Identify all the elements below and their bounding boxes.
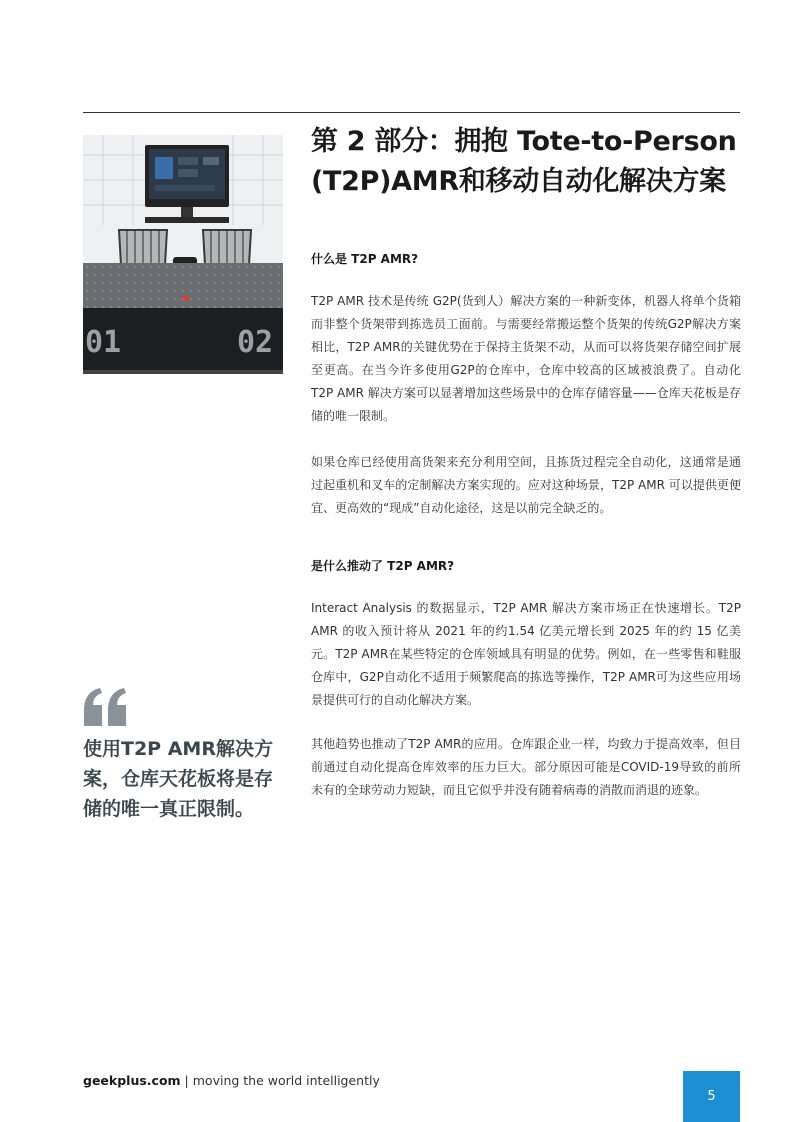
section-title: 第 2 部分：拥抱 Tote-to-Person (T2P)AMR和移动自动化解决方案 [311,126,737,197]
workstation-illustration [83,135,283,374]
footer-brand-link[interactable]: geekplus.com [83,1073,181,1088]
station-number-right: 02 [237,325,274,360]
station-number-left: 01 [85,325,122,360]
paragraph-high-shelving: 如果仓库已经使用高货架来充分利用空间，且拣货过程完全自动化，这通常是通过起重机和叉车的定制解决方案实现的。应对这种场景，T2P AMR 可以提供更便宜、更高效的“现成”自动化途径，这是以前完全缺乏的。 [311,455,741,515]
heading-what-drives-t2p: 是什么推动了 T2P AMR? [311,559,455,573]
top-divider [83,112,740,113]
pull-quote: 使用T2P AMR解决方案，仓库天花板将是存储的唯一真正限制。 [83,738,274,820]
page-number-badge [683,1071,740,1122]
quote-mark-icon [82,682,130,730]
page-number: 5 [707,1089,716,1104]
paragraph-other-trends: 其他趋势也推动了T2P AMR的应用。仓库跟企业一样，均致力于提高效率，但目前通过自动化提高仓库效率的压力巨大。部分原因可能是COVID-19导致的前所未有的全球劳动力短缺，而且它似乎并没有随着病毒的消散而消退的迹象。 [311,737,741,797]
paragraph-market-growth: Interact Analysis 的数据显示，T2P AMR 解决方案市场正在快速增长。T2P AMR 的收入预计将从 2021 年的约1.54 亿美元增长到 2025 年的约 15 亿美元。T2P AMR在某些特定的仓库领域具有明显的优势。例如，在一些零售和鞋服仓库中，G2P自动化不适用于频繁爬高的拣选等操作，T2P AMR可为这些应用场景提供可行的自动化解决方案。 [311,601,741,707]
footer [83,1073,380,1088]
paragraph-t2p-definition: T2P AMR 技术是传统 G2P(货到人）解决方案的一种新变体，机器人将单个货箱而非整个货架带到拣选员工面前。与需要经常搬运整个货架的传统G2P解决方案相比，T2P AMR的关键优势在于保持主货架不动，从而可以将货架存储空间扩展至更高。在当今许多使用G2P的仓库中，仓库中较高的区域被浪费了。自动化 T2P AMR 解决方案可以显著增加这些场景中的仓库存储容量——仓库天花板是存储的唯一限制。 [311,294,741,423]
heading-what-is-t2p: 什么是 T2P AMR? [311,252,419,266]
footer-tagline: moving the world intelligently [192,1073,380,1088]
footer-separator: | [184,1073,189,1088]
